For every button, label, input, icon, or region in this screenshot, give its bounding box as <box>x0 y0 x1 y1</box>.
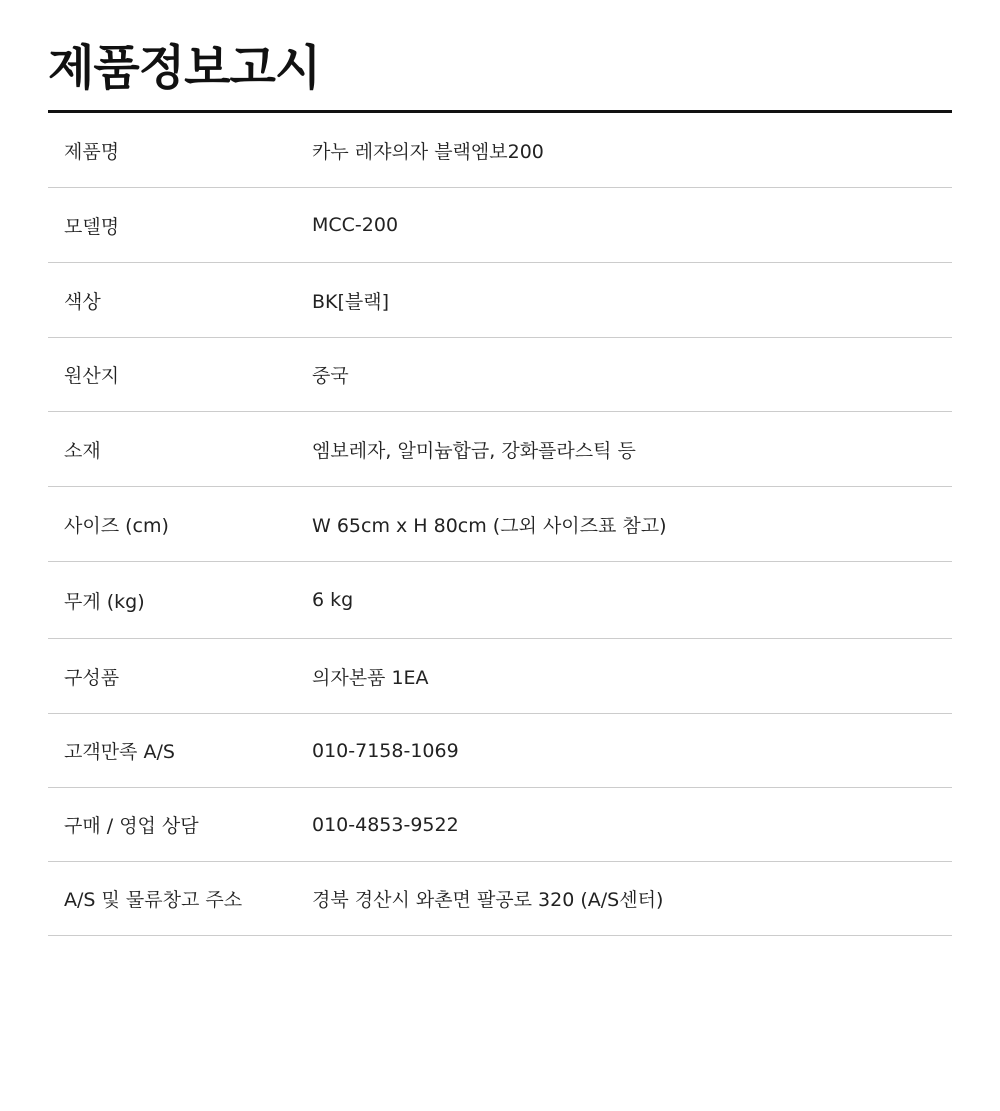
table-row-origin <box>48 338 952 412</box>
row-value: 010-7158-1069 <box>312 739 459 762</box>
row-value: 중국 <box>312 365 349 387</box>
row-label: 모델명 <box>64 215 120 238</box>
table-row-model-name <box>48 188 952 263</box>
product-info-notice <box>48 0 952 936</box>
row-label: 구매 / 영업 상담 <box>64 815 199 837</box>
row-value: MCC-200 <box>312 214 399 236</box>
row-label: 제품명 <box>64 140 120 163</box>
product-info-table <box>48 113 952 936</box>
row-value: 엠보레자, 알미늄합금, 강화플라스틱 등 <box>312 439 636 462</box>
page-title: 제품정보고시 <box>48 40 321 96</box>
table-row-warehouse-address <box>48 862 952 936</box>
row-label: A/S 및 물류창고 주소 <box>64 889 243 911</box>
row-value: 010-4853-9522 <box>312 813 459 836</box>
row-value: BK[블랙] <box>312 290 390 313</box>
table-row-sales-contact <box>48 788 952 862</box>
row-value: W 65cm x H 80cm (그외 사이즈표 참고) <box>312 514 667 537</box>
table-row-product-name <box>48 113 952 188</box>
table-row-weight <box>48 562 952 639</box>
row-label: 구성품 <box>64 666 120 689</box>
table-row-color <box>48 263 952 338</box>
row-label: 사이즈 (cm) <box>64 514 169 537</box>
table-row-customer-service <box>48 714 952 788</box>
row-value: 경북 경산시 와촌면 팔공로 320 (A/S센터) <box>312 889 664 911</box>
row-value: 6 kg <box>312 589 354 611</box>
table-row-size <box>48 487 952 562</box>
row-value: 카누 레쟈의자 블랙엠보200 <box>312 140 544 163</box>
row-value: 의자본품 1EA <box>312 666 429 689</box>
row-label: 무게 (kg) <box>64 590 145 613</box>
row-label: 소재 <box>64 439 101 462</box>
table-row-material <box>48 412 952 487</box>
row-label: 색상 <box>64 290 101 313</box>
row-label: 고객만족 A/S <box>64 741 175 763</box>
row-label: 원산지 <box>64 365 120 387</box>
table-row-components <box>48 639 952 714</box>
